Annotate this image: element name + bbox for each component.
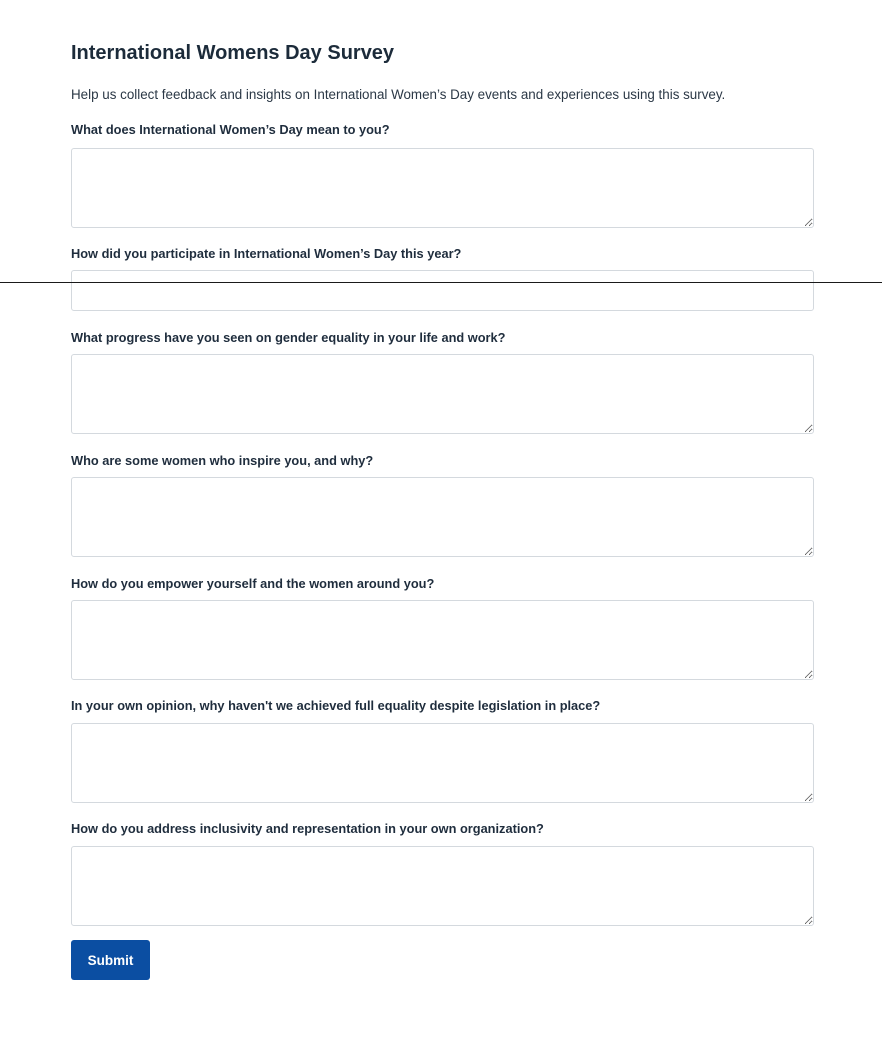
question-4-textarea[interactable] — [71, 477, 814, 557]
horizontal-divider — [0, 282, 882, 283]
question-6-textarea[interactable] — [71, 723, 814, 803]
question-7-label: How do you address inclusivity and representation in your own organization? — [71, 821, 544, 836]
question-5-textarea[interactable] — [71, 600, 814, 680]
question-3-label: What progress have you seen on gender equality in your life and work? — [71, 330, 506, 345]
submit-button[interactable]: Submit — [71, 940, 150, 980]
question-6-label: In your own opinion, why haven't we achieved full equality despite legislation in place? — [71, 698, 601, 713]
question-2-label: How did you participate in International Women’s Day this year? — [71, 246, 462, 261]
survey-title: International Womens Day Survey — [71, 42, 395, 64]
question-5-label: How do you empower yourself and the women around you? — [71, 576, 435, 591]
question-1-label: What does International Women’s Day mean to you? — [71, 122, 390, 137]
question-4-label: Who are some women who inspire you, and why? — [71, 453, 374, 468]
question-3-textarea[interactable] — [71, 354, 814, 434]
question-2-input[interactable] — [71, 270, 814, 311]
question-1-textarea[interactable] — [71, 148, 814, 228]
survey-description: Help us collect feedback and insights on International Women’s Day events and experiences using this survey. — [71, 87, 726, 102]
question-7-textarea[interactable] — [71, 846, 814, 926]
